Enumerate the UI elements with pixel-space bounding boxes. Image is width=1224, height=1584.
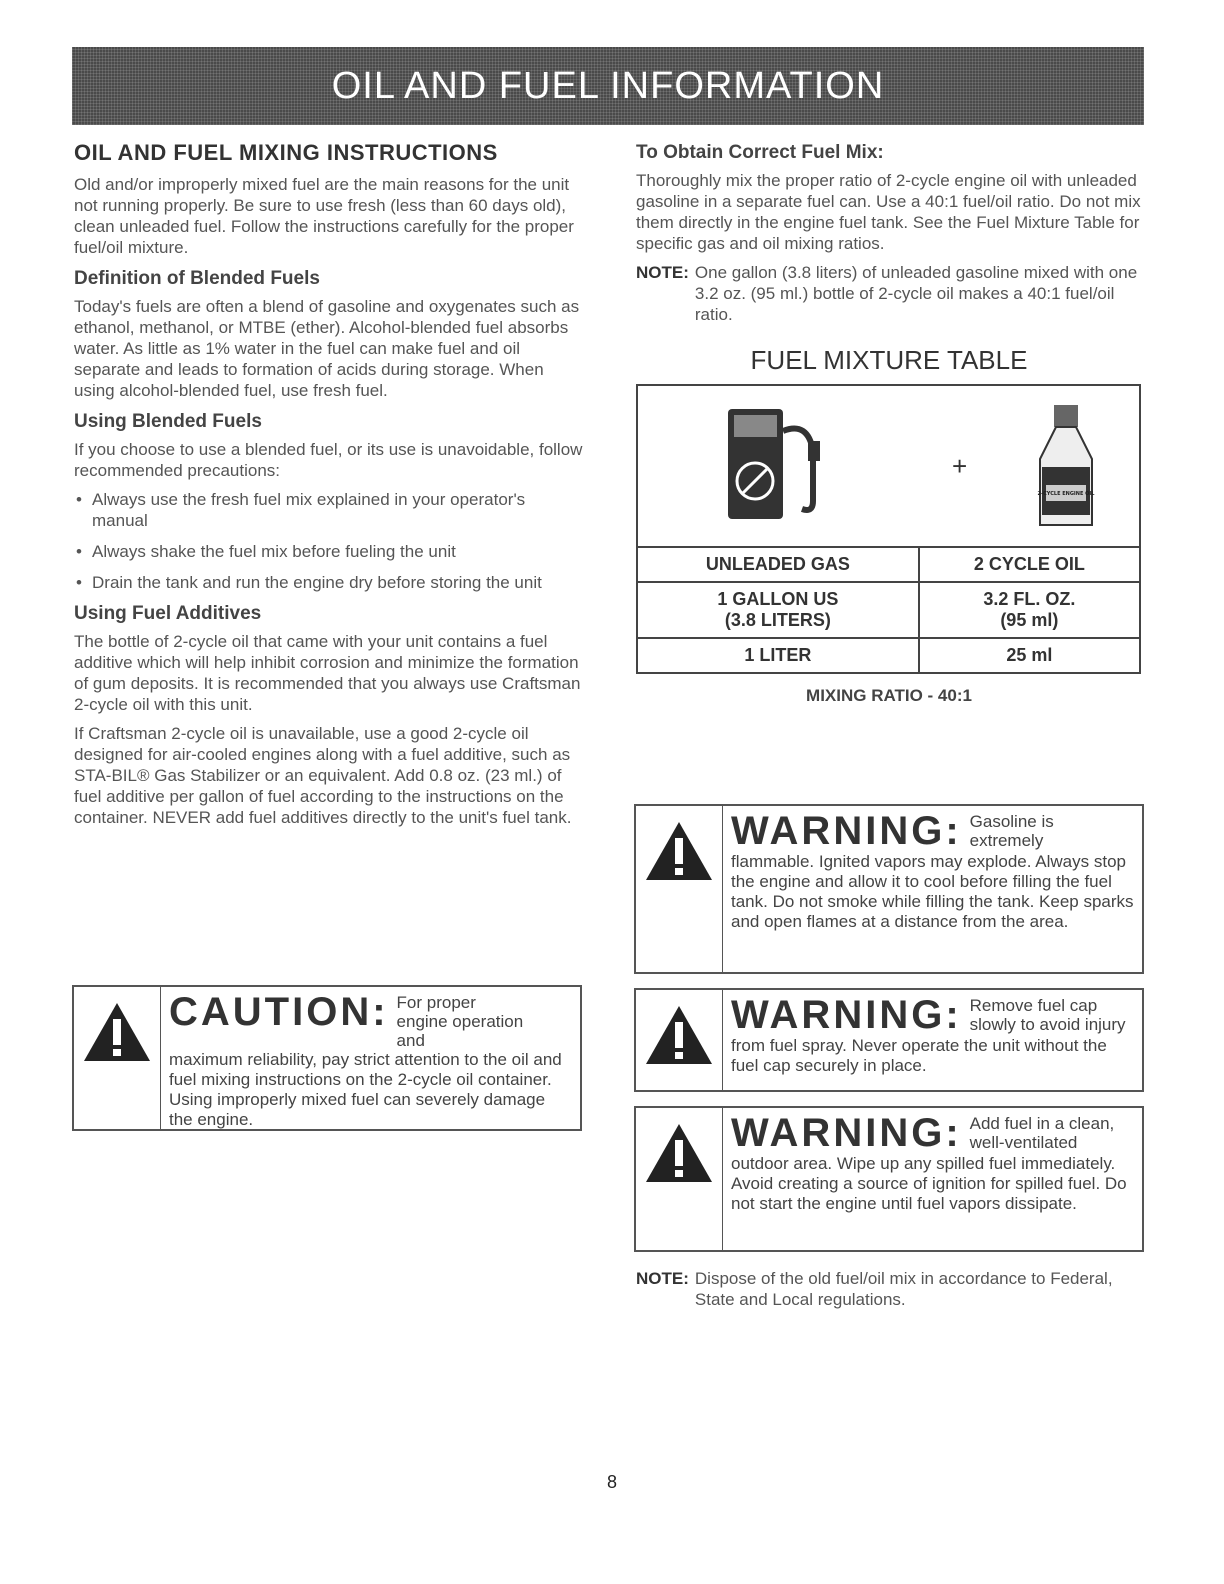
intro-paragraph: Old and/or improperly mixed fuel are the main reasons for the unit not running properly. Be sure to use fresh (less than 60 days old), clean unleaded fuel. Follow the instructions carefully for the proper fuel/oil mixture. — [74, 175, 574, 257]
warning-lead: Gasoline is extremely — [969, 812, 1054, 850]
fuel-mixture-table — [636, 384, 1141, 674]
list-item: • Drain the tank and run the engine dry before storing the unit — [74, 572, 584, 593]
caution-lead: For proper engine operation and — [396, 993, 524, 1050]
liters-value: (3.8 LITERS) — [724, 610, 831, 630]
precautions-list — [74, 489, 584, 593]
warning-text: outdoor area. Wipe up any spilled fuel immediately. Avoid creating a source of ignition for spilled fuel. Do not start the engine until fuel vapors dissipate. — [731, 1154, 1127, 1213]
definition-paragraph: Today's fuels are often a blend of gasoline and oxygenates such as ethanol, methanol, or MTBE (ether). Alcohol-blended fuel absorbs water. As little as 1% water in the fuel can make fuel and oil separate and leads to formation of acids during storage. When using alcohol-blended fuel, use fresh fuel. — [74, 297, 580, 400]
header-2-cycle-oil: 2 CYCLE OIL — [919, 547, 1140, 582]
warning-lead: Remove fuel cap slowly to avoid injury — [969, 996, 1126, 1034]
ml-value: (95 ml) — [1000, 610, 1059, 630]
warning-box-1 — [634, 804, 1144, 974]
warning-lead: Add fuel in a clean, well-ventilated — [969, 1114, 1115, 1152]
oil-bottle-icon — [1026, 401, 1106, 531]
caution-word: CAUTION: — [169, 990, 389, 1034]
note-label: NOTE: — [636, 263, 689, 282]
fuel-table-title: FUEL MIXTURE TABLE — [750, 345, 1028, 375]
banner-title: OIL AND FUEL INFORMATION — [331, 64, 885, 107]
header-unleaded-gas: UNLEADED GAS — [637, 547, 919, 582]
warning-box-2 — [634, 988, 1144, 1092]
list-item: • Always use the fresh fuel mix explained in your operator's manual — [74, 489, 584, 531]
warning-triangle-icon — [636, 1108, 723, 1250]
table-cell: 1 LITER — [637, 638, 919, 673]
warning-text: from fuel spray. Never operate the unit without the fuel cap securely in place. — [731, 1036, 1107, 1075]
plus-sign: + — [951, 450, 968, 481]
warning-triangle-icon — [74, 987, 161, 1129]
gas-pump-icon — [718, 401, 838, 526]
oil-bottle-cell — [919, 385, 1140, 547]
gallon-value: 1 GALLON US — [717, 589, 839, 609]
using-blended-heading: Using Blended Fuels — [74, 411, 262, 432]
left-column — [74, 140, 584, 836]
warning-box-3 — [634, 1106, 1144, 1252]
warning-word: WARNING: — [731, 809, 962, 853]
definition-heading: Definition of Blended Fuels — [74, 268, 320, 289]
table-cell: 25 ml — [919, 638, 1140, 673]
gas-pump-cell — [637, 385, 919, 547]
additives-paragraph-1: The bottle of 2-cycle oil that came with your unit contains a fuel additive which will help inhibit corrosion and minimize the formation of gum deposits. It is recommended that you always use Craftsman 2-cycle oil with this unit. — [74, 632, 581, 714]
warning-triangle-icon — [636, 990, 723, 1090]
note-text: Dispose of the old fuel/oil mix in accordance to Federal, State and Local regulations. — [694, 1269, 1113, 1309]
caution-box — [72, 985, 582, 1131]
correct-mix-heading: To Obtain Correct Fuel Mix: — [636, 142, 884, 163]
additives-paragraph-2: If Craftsman 2-cycle oil is unavailable, use a good 2-cycle oil designed for air-cooled engines along with a fuel additive, such as STA-BIL® Gas Stabilizer or an equivalent. Add 0.8 oz. (23 ml.) of fuel additive per gallon of fuel according to the instructions on the container. NEVER add fuel additives directly to the unit's fuel tank. — [74, 724, 572, 827]
warning-word: WARNING: — [731, 993, 962, 1037]
additives-heading: Using Fuel Additives — [74, 603, 262, 624]
warning-triangle-icon — [636, 806, 723, 972]
disposal-note — [636, 1268, 1136, 1310]
note-label: NOTE: — [636, 1269, 689, 1288]
correct-mix-paragraph: Thoroughly mix the proper ratio of 2-cycle engine oil with unleaded gasoline in a separate fuel can. Use a 40:1 fuel/oil ratio. Do not mix them directly in the engine fuel tank. See the Fuel Mixture Table for specific gas and oil mixing ratios. — [636, 171, 1141, 253]
bottle-label: 2-CYCLE ENGINE OIL — [1037, 491, 1095, 497]
using-blended-paragraph: If you choose to use a blended fuel, or its use is unavoidable, follow recommended precautions: — [74, 440, 583, 480]
table-cell — [919, 582, 1140, 638]
warning-text: flammable. Ignited vapors may explode. Always stop the engine and allow it to cool before filling the fuel tank. Do not smoke while filling the tank. Keep sparks and open flames at a distance from the area. — [731, 852, 1134, 931]
mixing-instructions-heading: OIL AND FUEL MIXING INSTRUCTIONS — [74, 140, 498, 165]
table-cell — [637, 582, 919, 638]
note-text: One gallon (3.8 liters) of unleaded gasoline mixed with one 3.2 oz. (95 ml.) bottle of 2-cycle oil makes a 40:1 fuel/oil ratio. — [694, 263, 1138, 324]
page-number: 8 — [606, 1472, 617, 1492]
list-item: • Always shake the fuel mix before fueling the unit — [74, 541, 584, 562]
mixing-ratio: MIXING RATIO - 40:1 — [806, 686, 972, 705]
floz-value: 3.2 FL. OZ. — [983, 589, 1076, 609]
caution-text: maximum reliability, pay strict attention to the oil and fuel mixing instructions on the 2-cycle oil container. Using improperly mixed fuel can severely damage the engine. — [169, 1050, 562, 1129]
mix-note — [636, 262, 1142, 325]
warning-word: WARNING: — [731, 1111, 962, 1155]
right-column — [636, 140, 1142, 706]
page-banner — [72, 47, 1144, 125]
